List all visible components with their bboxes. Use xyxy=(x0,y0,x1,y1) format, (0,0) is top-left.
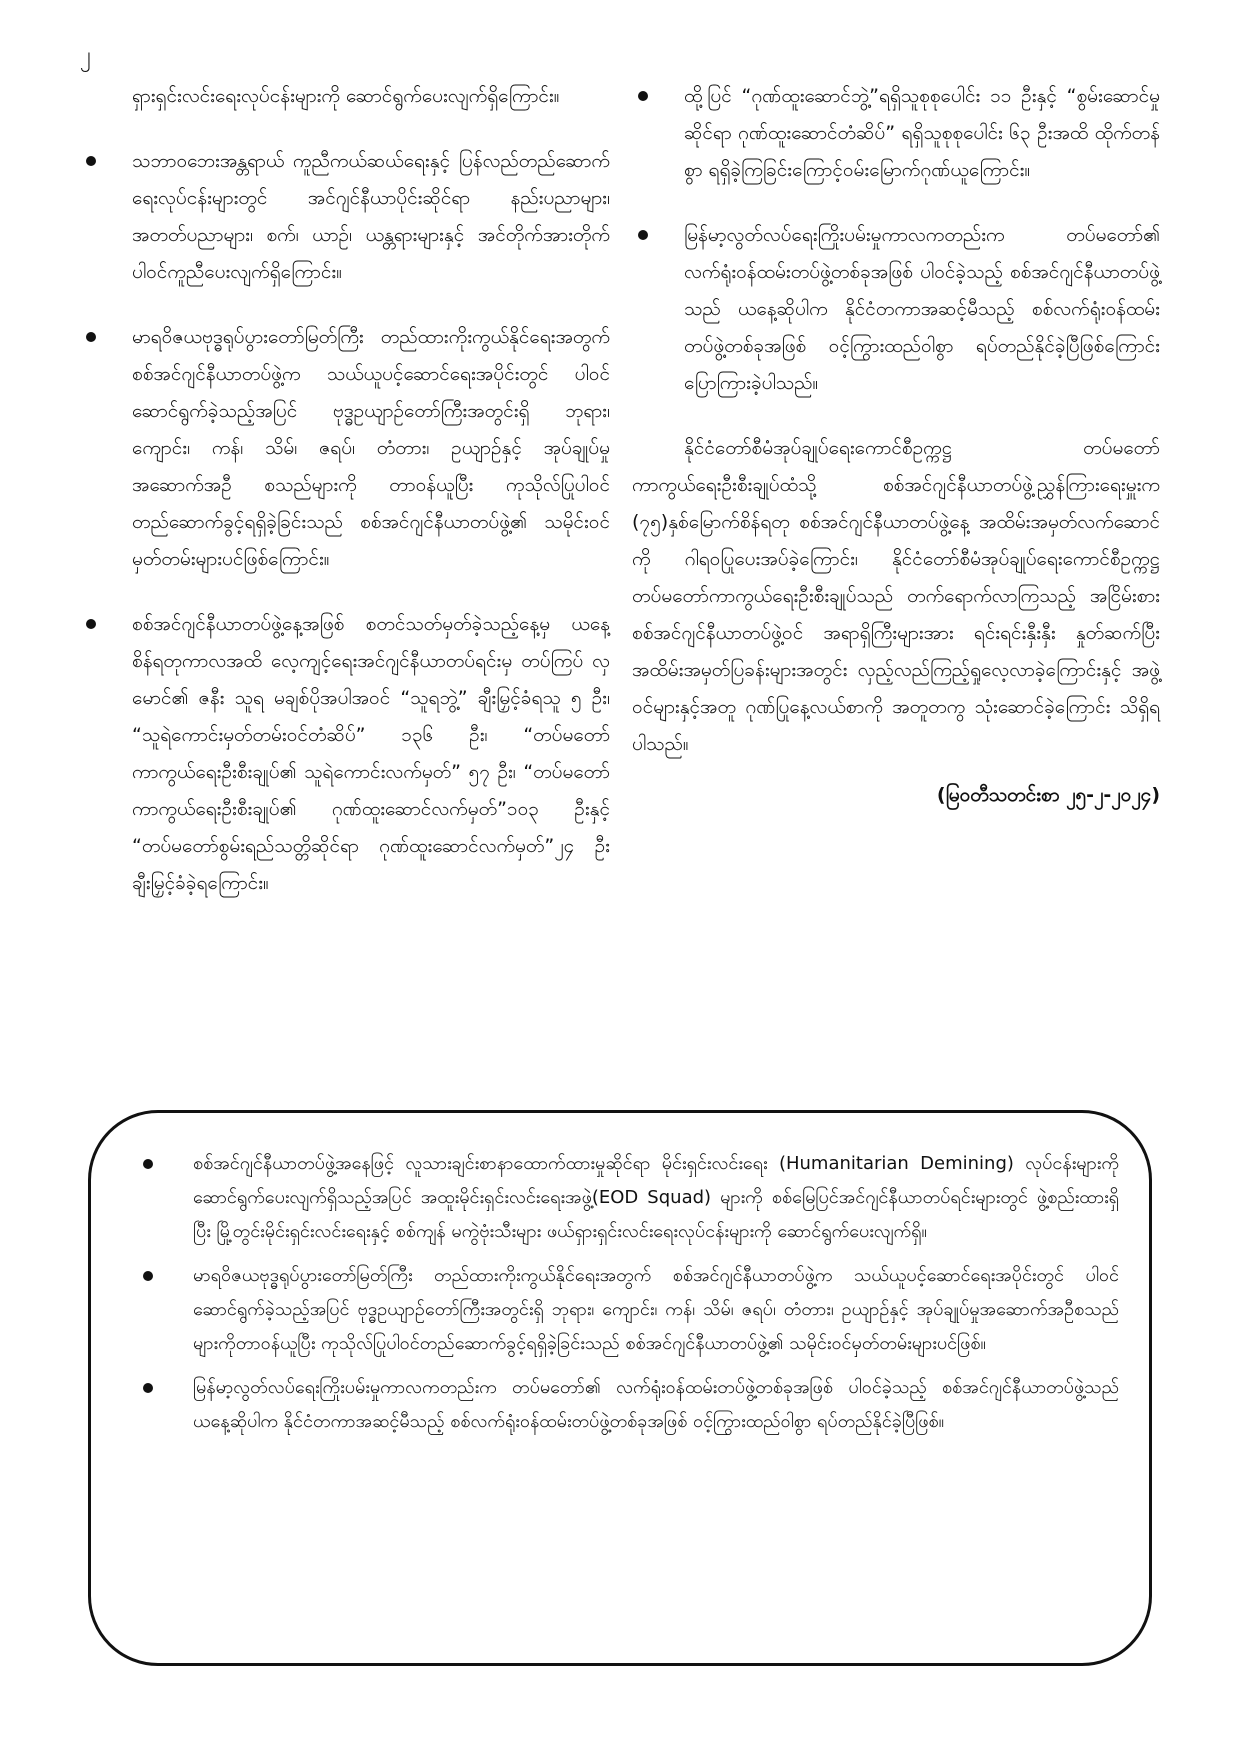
bullet-icon xyxy=(86,332,96,342)
summary-box xyxy=(88,1110,1152,1666)
list-item xyxy=(632,78,1160,189)
right-column xyxy=(632,78,1160,814)
summary-item-text: မြန်မာ့လွတ်လပ်ရေးကြိုးပမ်းမှုကာလကတည်းက တပ်မတော်၏ လက်ရုံးဝန်ထမ်းတပ်ဖွဲ့တစ်ခုအဖြစ် ပါဝင်ခဲ့သည့် စစ်အင်ဂျင်နီယာတပ်ဖွဲ့သည် ယနေ့ဆိုပါက နိုင်ငံတကာအဆင့်မီသည့် စစ်လက်ရုံးဝန်ထမ်းတပ်ဖွဲ့တစ်ခုအဖြစ် ဝင့်ကြွားထည်ဝါစွာ ရပ်တည်နိုင်ခဲ့ပြီဖြစ်။ xyxy=(193,1377,1119,1432)
list-item-text: စစ်အင်ဂျင်နီယာတပ်ဖွဲ့နေ့အဖြစ် စတင်သတ်မှတ်ခဲ့သည့်နေ့မှ ယနေ့စိန်ရတုကာလအထိ လေ့ကျင့်ရေးအင်ဂျင်နီယာတပ်ရင်းမှ တပ်ကြပ် လှမောင်၏ ဇနီး သူရ မချစ်ပိုအပါအဝင် “သူရဘွဲ့” ချီးမြှင့်ခံရသူ ၅ ဦး၊ “သူရဲကောင်းမှတ်တမ်းဝင်တံဆိပ်” ၁၃၆ ဦး၊ “တပ်မတော်ကာကွယ်ရေးဦးစီးချုပ်၏ သူရဲကောင်းလက်မှတ်” ၅၇ ဦး၊ “တပ်မတော်ကာကွယ်ရေးဦးစီးချုပ်၏ ဂုဏ်ထူးဆောင်လက်မှတ်”၁၀၃ ဦးနှင့် “တပ်မတော်စွမ်းရည်သတ္တိဆိုင်ရာ ဂုဏ်ထူးဆောင်လက်မှတ်”၂၄ ဦး ချီးမြှင့်ခံခဲ့ရကြောင်း။ xyxy=(132,613,610,894)
summary-item xyxy=(135,1259,1119,1361)
bullet-icon xyxy=(638,91,648,101)
summary-item xyxy=(135,1147,1119,1249)
bullet-icon xyxy=(143,1159,153,1169)
list-item xyxy=(80,606,610,902)
page-number: ၂ xyxy=(80,43,91,68)
left-column xyxy=(80,78,610,930)
summary-list xyxy=(135,1147,1119,1449)
list-item xyxy=(632,217,1160,402)
list-item xyxy=(80,319,610,578)
summary-item-text: စစ်အင်ဂျင်နီယာတပ်ဖွဲ့အနေဖြင့် လူသားချင်းစာနာထောက်ထားမှုဆိုင်ရာ မိုင်းရှင်းလင်းရေး (Humanitarian Demining) လုပ်ငန်းများကို ဆောင်ရွက်ပေးလျက်ရှိသည့်အပြင် အထူးမိုင်းရှင်းလင်းရေးအဖွဲ့(EOD Squad) များကို စစ်မြေပြင်အင်ဂျင်နီယာတပ်ရင်းများတွင် ဖွဲ့စည်းထားရှိပြီး မြို့တွင်းမိုင်းရှင်းလင်းရေးနှင့် စစ်ကျန် မကွဲဗုံးသီးများ ဖယ်ရှားရှင်းလင်းရေးလုပ်ငန်းများကို ဆောင်ရွက်ပေးလျက်ရှိ။ xyxy=(193,1153,1119,1242)
bullet-icon xyxy=(86,619,96,629)
continued-paragraph: ရှားရှင်းလင်းရေးလုပ်ငန်းများကို ဆောင်ရွက်ပေးလျက်ရှိကြောင်း။ xyxy=(132,85,560,107)
summary-item xyxy=(135,1371,1119,1439)
bullet-icon xyxy=(638,230,648,240)
summary-item-text: မာရဝိဇယဗုဒ္ဓရုပ်ပွားတော်မြတ်ကြီး တည်ထားကိုးကွယ်နိုင်ရေးအတွက် စစ်အင်ဂျင်နီယာတပ်ဖွဲ့က သယ်ယူပင့်ဆောင်ရေးအပိုင်းတွင် ပါဝင်ဆောင်ရွက်ခဲ့သည့်အပြင် ဗုဒ္ဓဥယျာဉ်တော်ကြီးအတွင်းရှိ ဘုရား၊ ကျောင်း၊ ကန်၊ သိမ်၊ ဇရပ်၊ တံတား၊ ဥယျာဉ်နှင့် အုပ်ချုပ်မှုအဆောက်အဦစသည်များကိုတာဝန်ယူပြီး ကုသိုလ်ပြုပါဝင်တည်ဆောက်ခွင့်ရရှိခဲ့ခြင်းသည် စစ်အင်ဂျင်နီယာတပ်ဖွဲ့၏ သမိုင်းဝင်မှတ်တမ်းများပင်ဖြစ်။ xyxy=(193,1265,1119,1354)
list-item-text: မာရဝိဇယဗုဒ္ဓရုပ်ပွားတော်မြတ်ကြီး တည်ထားကိုးကွယ်နိုင်ရေးအတွက် စစ်အင်ဂျင်နီယာတပ်ဖွဲ့က သယ်ယူပင့်ဆောင်ရေးအပိုင်းတွင် ပါဝင်ဆောင်ရွက်ခဲ့သည့်အပြင် ဗုဒ္ဓဥယျာဉ်တော်ကြီးအတွင်းရှိ ဘုရား၊ ကျောင်း၊ ကန်၊ သိမ်၊ ဇရပ်၊ တံတား၊ ဥယျာဉ်နှင့် အုပ်ချုပ်မှုအဆောက်အဦ စသည်များကို တာဝန်ယူပြီး ကုသိုလ်ပြုပါဝင်တည်ဆောက်ခွင့်ရရှိခဲ့ခြင်းသည် စစ်အင်ဂျင်နီယာတပ်ဖွဲ့၏ သမိုင်းဝင်မှတ်တမ်းများပင်ဖြစ်ကြောင်း။ xyxy=(132,326,610,570)
bullet-icon xyxy=(86,156,96,166)
list-item-text: သဘာဝဘေးအန္တရာယ် ကူညီကယ်ဆယ်ရေးနှင့် ပြန်လည်တည်ဆောက်ရေးလုပ်ငန်းများတွင် အင်ဂျင်နီယာပိုင်းဆိုင်ရာ နည်းပညာများ၊ အတတ်ပညာများ၊ စက်၊ ယာဉ်၊ ယန္တရားများနှင့် အင်တိုက်အားတိုက် ပါဝင်ကူညီပေးလျက်ရှိကြောင်း။ xyxy=(132,150,610,283)
source-citation: (မြဝတီသတင်းစာ ၂၅-၂-၂၀၂၄) xyxy=(936,784,1160,806)
closing-paragraph: နိုင်ငံတော်စီမံအုပ်ချုပ်ရေးကောင်စီဥက္ကဋ္ဌ တပ်မတော်ကာကွယ်ရေးဦးစီးချုပ်ထံသို့ စစ်အင်ဂျင်နီယာတပ်ဖွဲ့ညွှန်ကြားရေးမှူးက (၇၅)နှစ်မြောက်စိန်ရတု စစ်အင်ဂျင်နီယာတပ်ဖွဲ့နေ့ အထိမ်းအမှတ်လက်ဆောင်ကို ဂါရဝပြုပေးအပ်ခဲ့ကြောင်း၊ နိုင်ငံတော်စီမံအုပ်ချုပ်ရေးကောင်စီဥက္ကဋ္ဌ တပ်မတော်ကာကွယ်ရေးဦးစီးချုပ်သည် တက်ရောက်လာကြသည့် အငြိမ်းစားစစ်အင်ဂျင်နီယာတပ်ဖွဲ့ဝင် အရာရှိကြီးများအား ရင်းရင်းနှီးနှီး နှုတ်ဆက်ပြီး အထိမ်းအမှတ်ပြခန်းများအတွင်း လှည့်လည်ကြည့်ရှုလေ့လာခဲ့ကြောင်းနှင့် အဖွဲ့ဝင်များနှင့်အတူ ဂုဏ်ပြုနေ့လယ်စာကို အတူတကွ သုံးဆောင်ခဲ့ကြောင်း သိရှိရပါသည်။ xyxy=(632,437,1160,755)
bullet-icon xyxy=(143,1383,153,1393)
list-item-text: ထို့ပြင် “ဂုဏ်ထူးဆောင်ဘွဲ့”ရရှိသူစုစုပေါင်း ၁၁ ဦးနှင့် “စွမ်းဆောင်မှုဆိုင်ရာ ဂုဏ်ထူးဆောင်တံဆိပ်” ရရှိသူစုစုပေါင်း ၆၃ ဦးအထိ ထိုက်တန်စွာ ရရှိခဲ့ကြခြင်းကြောင့်ဝမ်းမြောက်ဂုဏ်ယူကြောင်း။ xyxy=(684,85,1160,181)
list-item-text: မြန်မာ့လွတ်လပ်ရေးကြိုးပမ်းမှုကာလကတည်းက တပ်မတော်၏ လက်ရုံးဝန်ထမ်းတပ်ဖွဲ့တစ်ခုအဖြစ် ပါဝင်ခဲ့သည့် စစ်အင်ဂျင်နီယာတပ်ဖွဲ့သည် ယနေ့ဆိုပါက နိုင်ငံတကာအဆင့်မီသည့် စစ်လက်ရုံးဝန်ထမ်းတပ်ဖွဲ့တစ်ခုအဖြစ် ဝင့်ကြွားထည်ဝါစွာ ရပ်တည်နိုင်ခဲ့ပြီဖြစ်ကြောင်း ပြောကြားခဲ့ပါသည်။ xyxy=(684,224,1160,394)
bullet-icon xyxy=(143,1271,153,1281)
list-item xyxy=(80,143,610,291)
